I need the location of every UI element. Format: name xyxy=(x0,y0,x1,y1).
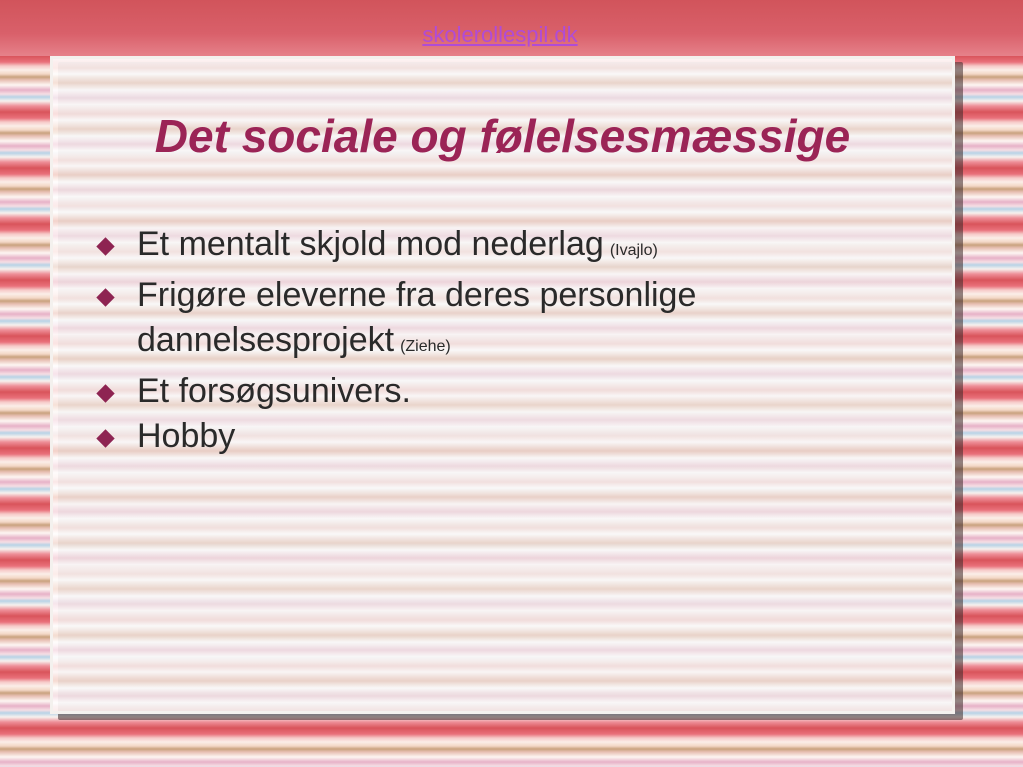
bullet-text: Frigøre eleverne fra deres personlige xyxy=(137,276,697,314)
diamond-bullet-icon xyxy=(96,384,114,402)
diamond-bullet-icon xyxy=(96,237,114,255)
site-link[interactable]: skolerollespil.dk xyxy=(422,22,578,47)
bullet-text: Et forsøgsunivers. xyxy=(137,372,411,410)
bullet-citation: (Ivajlo) xyxy=(609,242,658,259)
slide-panel xyxy=(50,56,955,714)
slide-title: Det sociale og følelsesmæssige xyxy=(154,110,851,162)
bullet-text-continued: dannelsesprojekt xyxy=(137,321,395,359)
bullet-list xyxy=(95,222,915,459)
diamond-bullet-icon xyxy=(96,288,114,306)
bullet-item xyxy=(95,414,915,459)
bullet-citation: (Ziehe) xyxy=(400,338,451,355)
bullet-text: Hobby xyxy=(137,417,236,455)
bullet-item xyxy=(95,222,915,273)
bullet-text: Et mentalt skjold mod nederlag xyxy=(137,225,604,263)
diamond-bullet-icon xyxy=(96,429,114,447)
bullet-item xyxy=(95,273,915,369)
bullet-item xyxy=(95,369,915,414)
